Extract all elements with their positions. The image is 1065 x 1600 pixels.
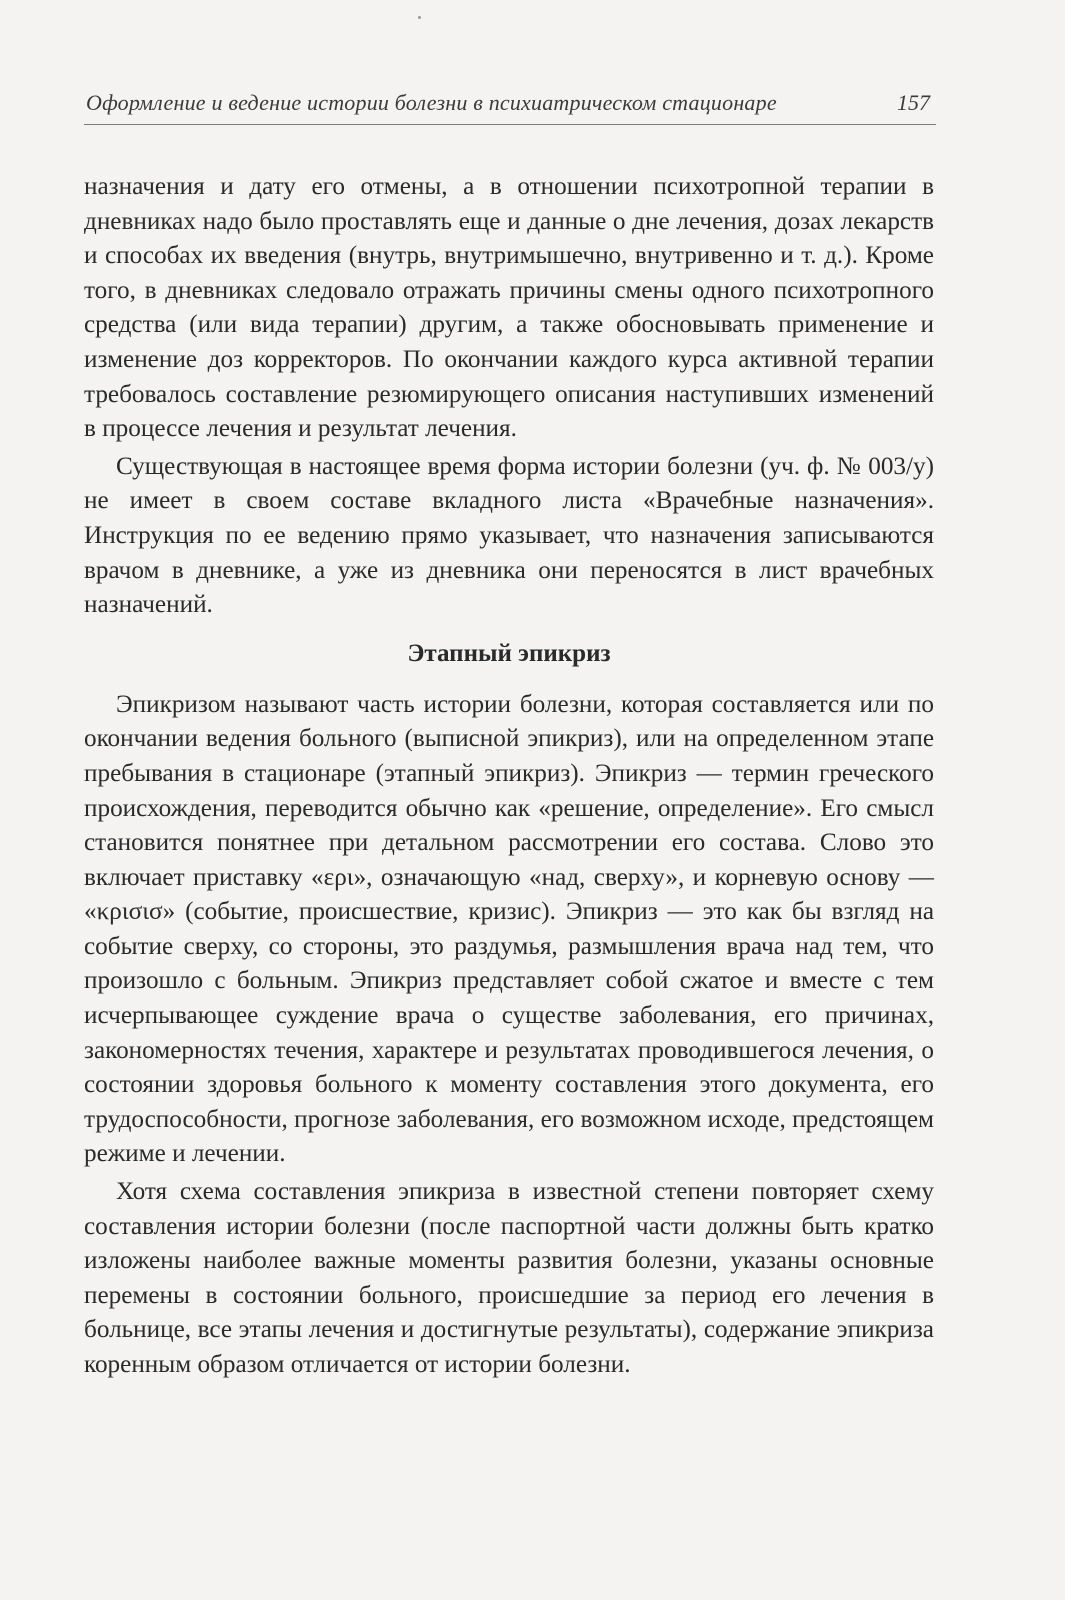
section-heading: Этапный эпикриз	[407, 639, 611, 667]
main-text	[84, 170, 934, 1386]
paragraph-epicrisis-definition: Эпикризом называют часть истории болезни, которая составляется или по окончании ведения больного (выписной эпикриз), или на определенном этапе пребывания в стационаре (этапный эпикриз). Эпикриз — термин греческого происхождения, переводится обычно как «решение, определение». Его смысл становится понятнее при детальном рассмотрении его состава. Слово это включает приставку «ερι», означающую «над, сверху», и корневую основу — «κρισισ» (событие, происшествие, кризис). Эпикриз — это как бы взгляд на событие сверху, со стороны, это раздумья, размышления врача над тем, что произошло с больным. Эпикриз представляет собой сжатое и вместе с тем исчерпывающее суждение врача о существе заболевания, его причинах, закономерностях течения, характере и результатах проводившегося лечения, о состоянии здоровья больного к моменту составления этого документа, его трудоспособности, прогнозе заболевания, его возможном исходе, предстоящем режиме и лечении.	[84, 690, 934, 1168]
page-number: 157	[897, 90, 930, 115]
running-header	[84, 86, 936, 125]
scan-speck	[418, 16, 421, 19]
paragraph-continued: назначения и дату его отмены, а в отношении психотропной терапии в дневниках надо было проставлять еще и данные о дне лечения, дозах лекарств и способах их введения (внутрь, внутримышечно, внутривенно и т. д.). Кроме того, в дневниках следовало отражать причины смены одного психотропного средства (или вида терапии) другим, а также обосновывать применение и изменение доз корректоров. По окончании каждого курса активной терапии требовалось составление резюмирующего описания наступивших изменений в процессе лечения и результат лечения.	[84, 173, 934, 443]
running-header-title: Оформление и ведение истории болезни в психиатрическом стационаре	[86, 90, 777, 115]
paragraph-current-form: Существующая в настоящее время форма истории болезни (уч. ф. № 003/у) не имеет в своем составе вкладного листа «Врачебные назначения». Инструкция по ее ведению прямо указывает, что назначения записываются врачом в дневнике, а уже из дневника они переносятся в лист врачебных назначений.	[84, 452, 934, 619]
paragraph-epicrisis-scheme: Хотя схема составления эпикриза в известной степени повторяет схему составления истории болезни (после паспортной части должны быть кратко изложены наиболее важные моменты развития болезни, указаны основные перемены в состоянии больного, происшедшие за период его лечения в больнице, все этапы лечения и достигнутые результаты), содержание эпикриза коренным образом отличается от истории болезни.	[84, 1178, 934, 1378]
